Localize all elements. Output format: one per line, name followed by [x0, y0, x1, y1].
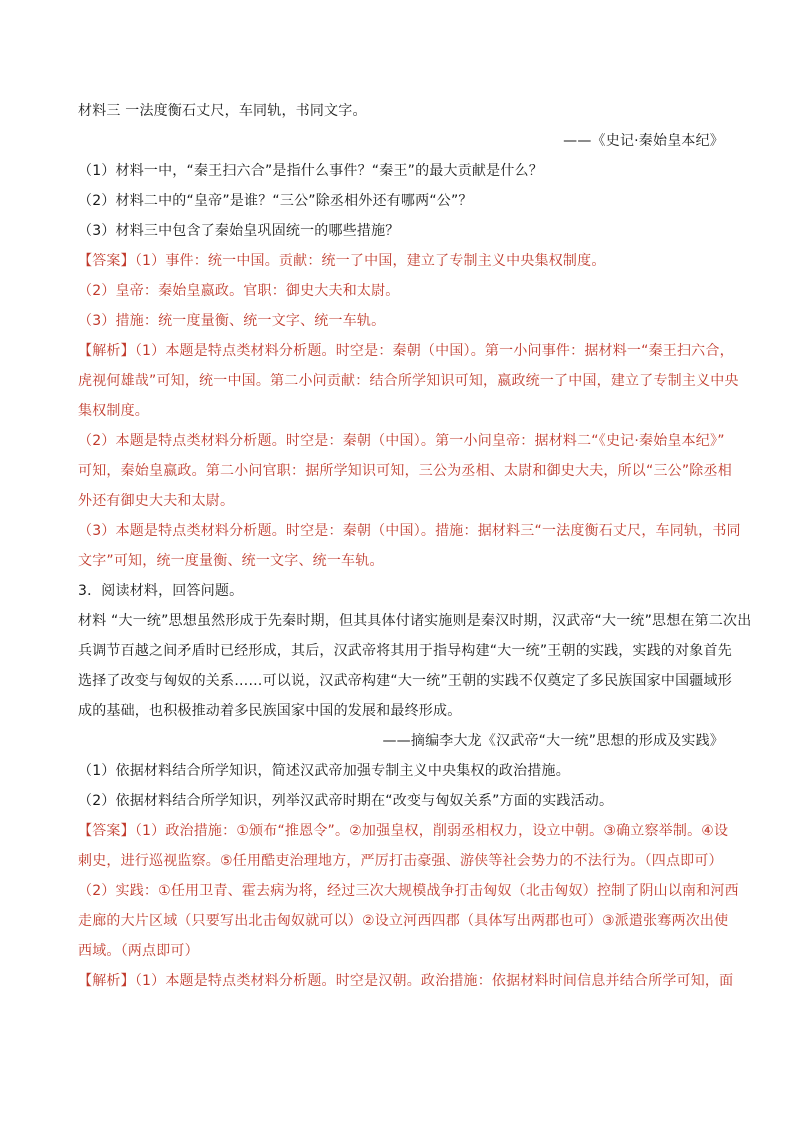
answer-block-2-line-4: 走廊的大片区域（只要写出北击匈奴就可以）②设立河西四郡（具体写出两郡也可）③派遣张骞两次出使 [78, 913, 729, 929]
question-heading-3: 3．阅读材料，回答问题。 [78, 583, 244, 599]
analysis-block-1-line-8: 文字”可知，统一度量衡、统一文字、统一车轨。 [78, 553, 384, 569]
answer-block-1-line-1 [78, 250, 724, 272]
answer-text: （1）政治措施：①颁布“推恩令”。②加强皇权，削弱丞相权力，设立中朝。③确立察举制。④设 [134, 823, 729, 839]
source-citation-shiji: ——《史记·秦始皇本纪》 [563, 133, 724, 149]
question-2: （2）材料二中的“皇帝”是谁？“三公”除丞相外还有哪两“公”？ [78, 193, 473, 209]
answer-block-2-line-1 [78, 820, 729, 842]
analysis-text: （1）本题是特点类材料分析题。时空是汉朝。政治措施：依据材料时间信息并结合所学可知，面 [134, 973, 734, 989]
question-3-1: （1）依据材料结合所学知识，简述汉武帝加强专制主义中央集权的政治措施。 [78, 763, 570, 779]
answer-block-2-line-2: 刺史，进行巡视监察。⑤任用酷吏治理地方，严厉打击豪强、游侠等社会势力的不法行为。（四点即可） [78, 853, 723, 869]
material-three: 材料三 一法度衡石丈尺，车同轨，书同文字。 [78, 103, 367, 119]
document-page [78, 100, 752, 992]
analysis-block-1-line-7: （3）本题是特点类材料分析题。时空是：秦朝（中国）。措施：据材料三“一法度衡石丈尺，车同轨，书同 [78, 523, 741, 539]
answer-text: （1）事件：统一中国。贡献：统一了中国，建立了专制主义中央集权制度。 [134, 253, 606, 269]
question-3-2: （2）依据材料结合所学知识，列举汉武帝时期在“改变与匈奴关系”方面的实践活动。 [78, 793, 614, 809]
analysis-block-1-line-3: 集权制度。 [78, 403, 149, 419]
analysis-label: 【解析】 [78, 973, 135, 989]
answer-block-1-line-2: （2）皇帝：秦始皇嬴政。官职：御史大夫和太尉。 [78, 283, 400, 299]
material-paragraph-line-1: 材料 “大一统”思想虽然形成于先秦时期，但其具体付诸实施则是秦汉时期，汉武帝“大一统”思想在第二次出 [78, 613, 752, 629]
analysis-block-2-line-1 [78, 970, 734, 992]
material-paragraph-line-3: 选择了改变与匈奴的关系……可以说，汉武帝构建“大一统”王朝的实践不仅奠定了多民族国家中国疆域形 [78, 673, 732, 689]
analysis-block-1-line-5: 可知，秦始皇嬴政。第二小问官职：据所学知识可知，三公为丞相、太尉和御史大夫，所以“三公”除丞相 [78, 463, 732, 479]
analysis-block-1-line-6: 外还有御史大夫和太尉。 [78, 493, 235, 509]
material-paragraph-line-2: 兵调节百越之间矛盾时已经形成，其后，汉武帝将其用于指导构建“大一统”王朝的实践，实践的对象首先 [78, 643, 732, 659]
answer-block-1-line-3: （3）措施：统一度量衡、统一文字、统一车轨。 [78, 313, 386, 329]
answer-block-2-line-5: 西域。（两点即可） [78, 943, 199, 959]
material-paragraph-line-4: 成的基础，也积极推动着多民族国家中国的发展和最终形成。 [78, 703, 462, 719]
question-3: （3）材料三中包含了秦始皇巩固统一的哪些措施？ [78, 223, 400, 239]
answer-label: 【答案】 [78, 253, 135, 269]
analysis-text: （1）本题是特点类材料分析题。时空是：秦朝（中国）。第一小问事件：据材料一“秦王扫六合， [134, 343, 734, 359]
answer-block-2-line-3: （2）实践：①任用卫青、霍去病为将，经过三次大规模战争打击匈奴（北击匈奴）控制了阴山以南和河西 [78, 883, 739, 899]
analysis-block-1-line-2: 虎视何雄哉”可知，统一中国。第二小问贡献：结合所学知识可知，嬴政统一了中国，建立了专制主义中央 [78, 373, 739, 389]
analysis-block-1-line-4: （2）本题是特点类材料分析题。时空是：秦朝（中国）。第一小问皇帝：据材料二“《史记·秦始皇本纪》” [78, 433, 725, 449]
analysis-label: 【解析】 [78, 343, 135, 359]
question-1: （1）材料一中，“秦王扫六合”是指什么事件？“秦王”的最大贡献是什么？ [78, 163, 543, 179]
source-citation-li-dalong: ——摘编李大龙《汉武帝“大一统”思想的形成及实践》 [382, 733, 724, 749]
analysis-block-1-line-1 [78, 340, 734, 362]
answer-label: 【答案】 [78, 823, 135, 839]
